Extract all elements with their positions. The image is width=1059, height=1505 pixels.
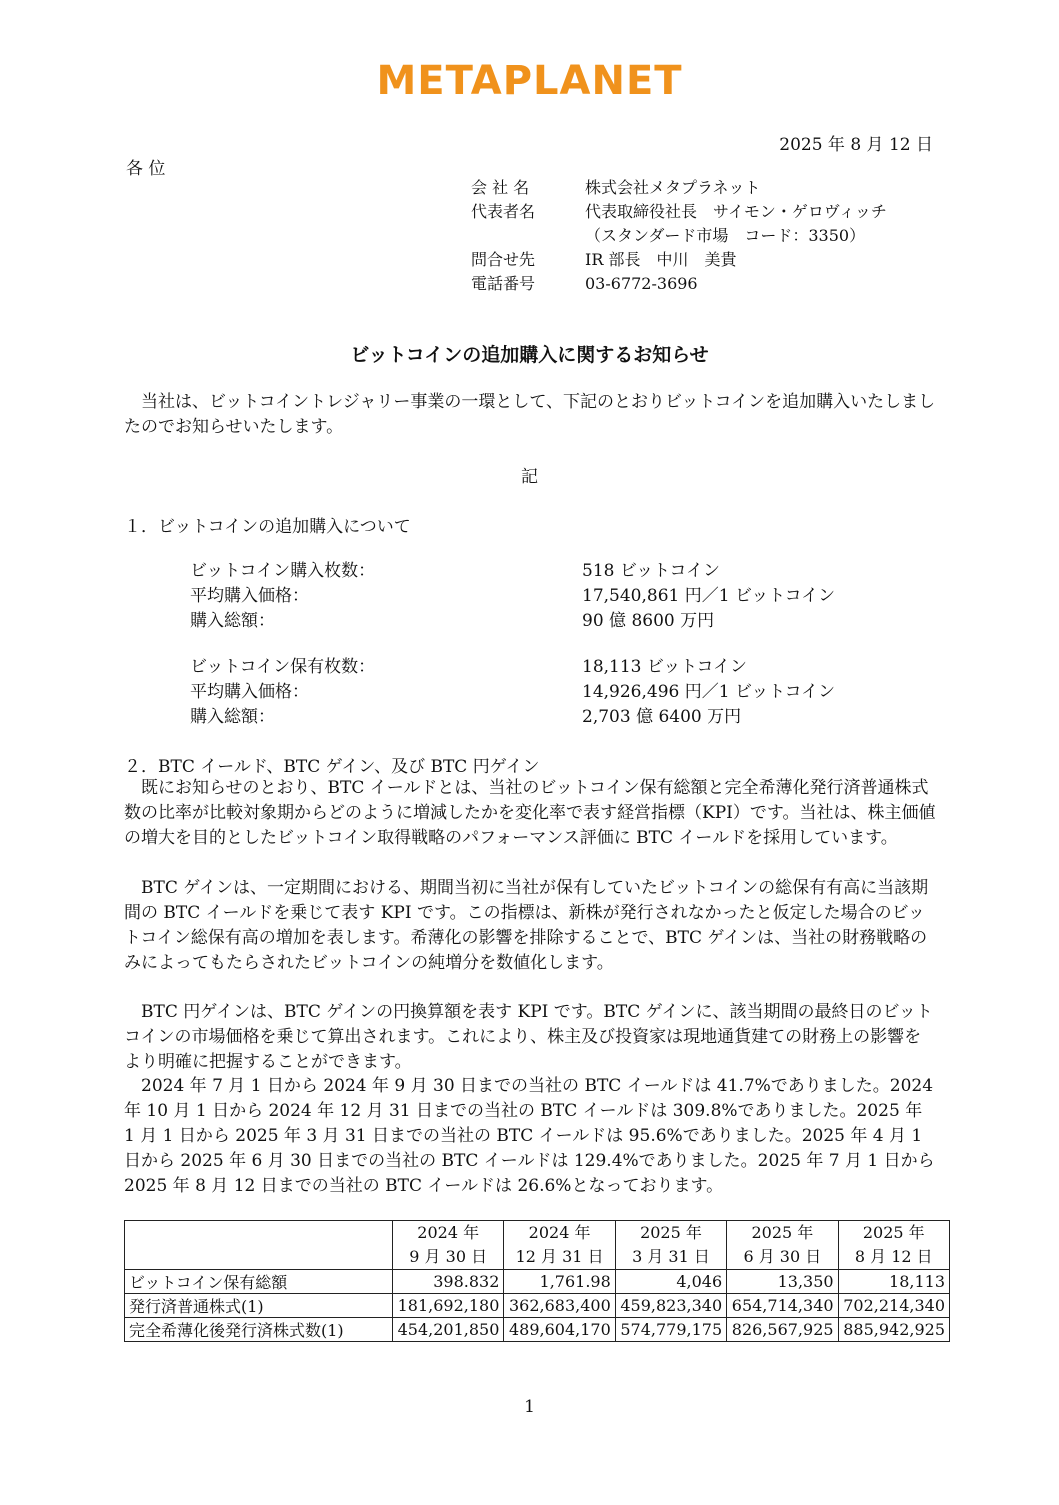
info-value: 株式会社メタプラネット — [585, 178, 761, 197]
detail-key: 購入総額： — [190, 611, 275, 631]
detail-value: 90 億 8600 万円 — [582, 611, 715, 631]
row-label: ビットコイン保有総額 — [125, 1270, 393, 1294]
detail-key: ビットコイン購入枚数： — [190, 561, 376, 581]
info-value: 03-6772-3696 — [585, 274, 698, 293]
table-cell: 885,942,925 — [838, 1318, 949, 1342]
table-cell: 454,201,850 — [393, 1318, 504, 1342]
btc-yield-paragraph: 既にお知らせのとおり、BTC イールドとは、当社のビットコイン保有総額と完全希薄化発行済普通株式数の比率が比較対象期からどのように増減したかを変化率で表す経営指標（KPI）です。当社は、株主価値の増大を目的としたビットコイン取得戦略のパフォーマンス評価に BTC イールドを採用しています。 — [124, 778, 936, 848]
company-info — [471, 176, 887, 296]
table-column-header: 2025 年 8 月 12 日 — [838, 1221, 949, 1270]
table-cell: 489,604,170 — [504, 1318, 615, 1342]
table-row — [125, 1318, 950, 1342]
info-key: 電話番号 — [471, 274, 536, 293]
btc-gain-paragraph: BTC ゲインは、一定期間における、期間当初に当社が保有していたビットコインの総保有有高に当該期間の BTC イールドを乗じて表す KPI です。この指標は、新株が発行されなかったと仮定した場合のビットコイン総保有高の増加を表します。希薄化の影響を排除することで、BTC ゲインは、当社の財務戦略のみによってもたらされたビットコインの純増分を数値化します。 — [124, 878, 929, 973]
table-header-row — [125, 1221, 950, 1270]
info-value: （スタンダード市場 コード：3350） — [585, 226, 866, 245]
detail-key: 平均購入価格： — [190, 682, 309, 702]
info-key — [471, 224, 585, 248]
company-logo: METAPLANET — [376, 58, 683, 104]
table-cell: 181,692,180 — [393, 1294, 504, 1318]
table-cell: 13,350 — [727, 1270, 838, 1294]
table-cell: 654,714,340 — [727, 1294, 838, 1318]
info-row-contact — [471, 248, 887, 272]
detail-key: ビットコイン保有枚数： — [190, 657, 376, 677]
holdings-details — [190, 655, 835, 730]
info-key: 代表者名 — [471, 202, 536, 221]
info-row-phone — [471, 272, 887, 296]
row-label: 完全希薄化後発行済株式数(1) — [125, 1318, 393, 1342]
info-row-company — [471, 176, 887, 200]
table-column-header: 2024 年 9 月 30 日 — [393, 1221, 504, 1270]
info-key: 問合せ先 — [471, 250, 536, 269]
recipient: 各 位 — [126, 159, 166, 179]
table-cell: 362,683,400 — [504, 1294, 615, 1318]
info-key: 会 社 名 — [471, 178, 530, 197]
table-cell: 4,046 — [615, 1270, 726, 1294]
table-corner-cell — [125, 1221, 393, 1270]
section2-heading: ２．BTC イールド、BTC ゲイン、及び BTC 円ゲイン — [124, 757, 540, 777]
table-column-header: 2025 年 3 月 31 日 — [615, 1221, 726, 1270]
info-row-representative — [471, 200, 887, 224]
table-row — [125, 1294, 950, 1318]
table-column-header: 2024 年 12 月 31 日 — [504, 1221, 615, 1270]
document-title: ビットコインの追加購入に関するお知らせ — [350, 344, 709, 366]
table-cell: 826,567,925 — [727, 1318, 838, 1342]
table-cell: 398.832 — [393, 1270, 504, 1294]
btc-yield-results-paragraph: 2024 年 7 月 1 日から 2024 年 9 月 30 日までの当社の BTC イールドは 41.7%でありました。2024 年 10 月 1 日から 2024 年 12 月 31 日までの当社の BTC イールドは 309.8%でありました。2025 年 1 月 1 日から 2025 年 3 月 31 日までの当社の BTC イールドは 95.6%でありました。2025 年 4 月 1 日から 2025 年 6 月 30 日までの当社の BTC イールドは 129.4%でありました。2025 年 7 月 1 日から 2025 年 8 月 12 日までの当社の BTC イールドは 26.6%となっております。 — [124, 1076, 935, 1196]
table-cell: 574,779,175 — [615, 1318, 726, 1342]
ki-heading: 記 — [521, 467, 538, 487]
purchase-details — [190, 559, 835, 634]
detail-value: 2,703 億 6400 万円 — [582, 707, 742, 727]
table-row — [125, 1270, 950, 1294]
section1-heading: １．ビットコインの追加購入について — [124, 517, 411, 537]
detail-value: 18,113 ビットコイン — [582, 657, 748, 677]
info-row-market — [471, 224, 887, 248]
table-column-header: 2025 年 6 月 30 日 — [727, 1221, 838, 1270]
table-cell: 1,761.98 — [504, 1270, 615, 1294]
info-value: 代表取締役社長 サイモン・ゲロヴィッチ — [585, 202, 887, 221]
row-label: 発行済普通株式(1) — [125, 1294, 393, 1318]
page-number: 1 — [524, 1397, 535, 1417]
detail-key: 購入総額： — [190, 707, 275, 727]
table-cell: 702,214,340 — [838, 1294, 949, 1318]
document-date: 2025 年 8 月 12 日 — [779, 135, 933, 155]
info-value: IR 部長 中川 美貴 — [585, 250, 737, 269]
table-cell: 459,823,340 — [615, 1294, 726, 1318]
btc-holdings-table — [124, 1220, 950, 1342]
intro-paragraph: 当社は、ビットコイントレジャリー事業の一環として、下記のとおりビットコインを追加購入いたしましたのでお知らせいたします。 — [124, 392, 936, 437]
table-cell: 18,113 — [838, 1270, 949, 1294]
detail-value: 17,540,861 円／1 ビットコイン — [582, 586, 836, 606]
btc-yen-gain-paragraph: BTC 円ゲインは、BTC ゲインの円換算額を表す KPI です。BTC ゲインに、該当期間の最終日のビットコインの市場価格を乗じて算出されます。これにより、株主及び投資家は現地通貨建ての財務上の影響をより明確に把握することができます。 — [124, 1002, 933, 1072]
detail-value: 14,926,496 円／1 ビットコイン — [582, 682, 836, 702]
detail-key: 平均購入価格： — [190, 586, 309, 606]
detail-value: 518 ビットコイン — [582, 561, 720, 581]
